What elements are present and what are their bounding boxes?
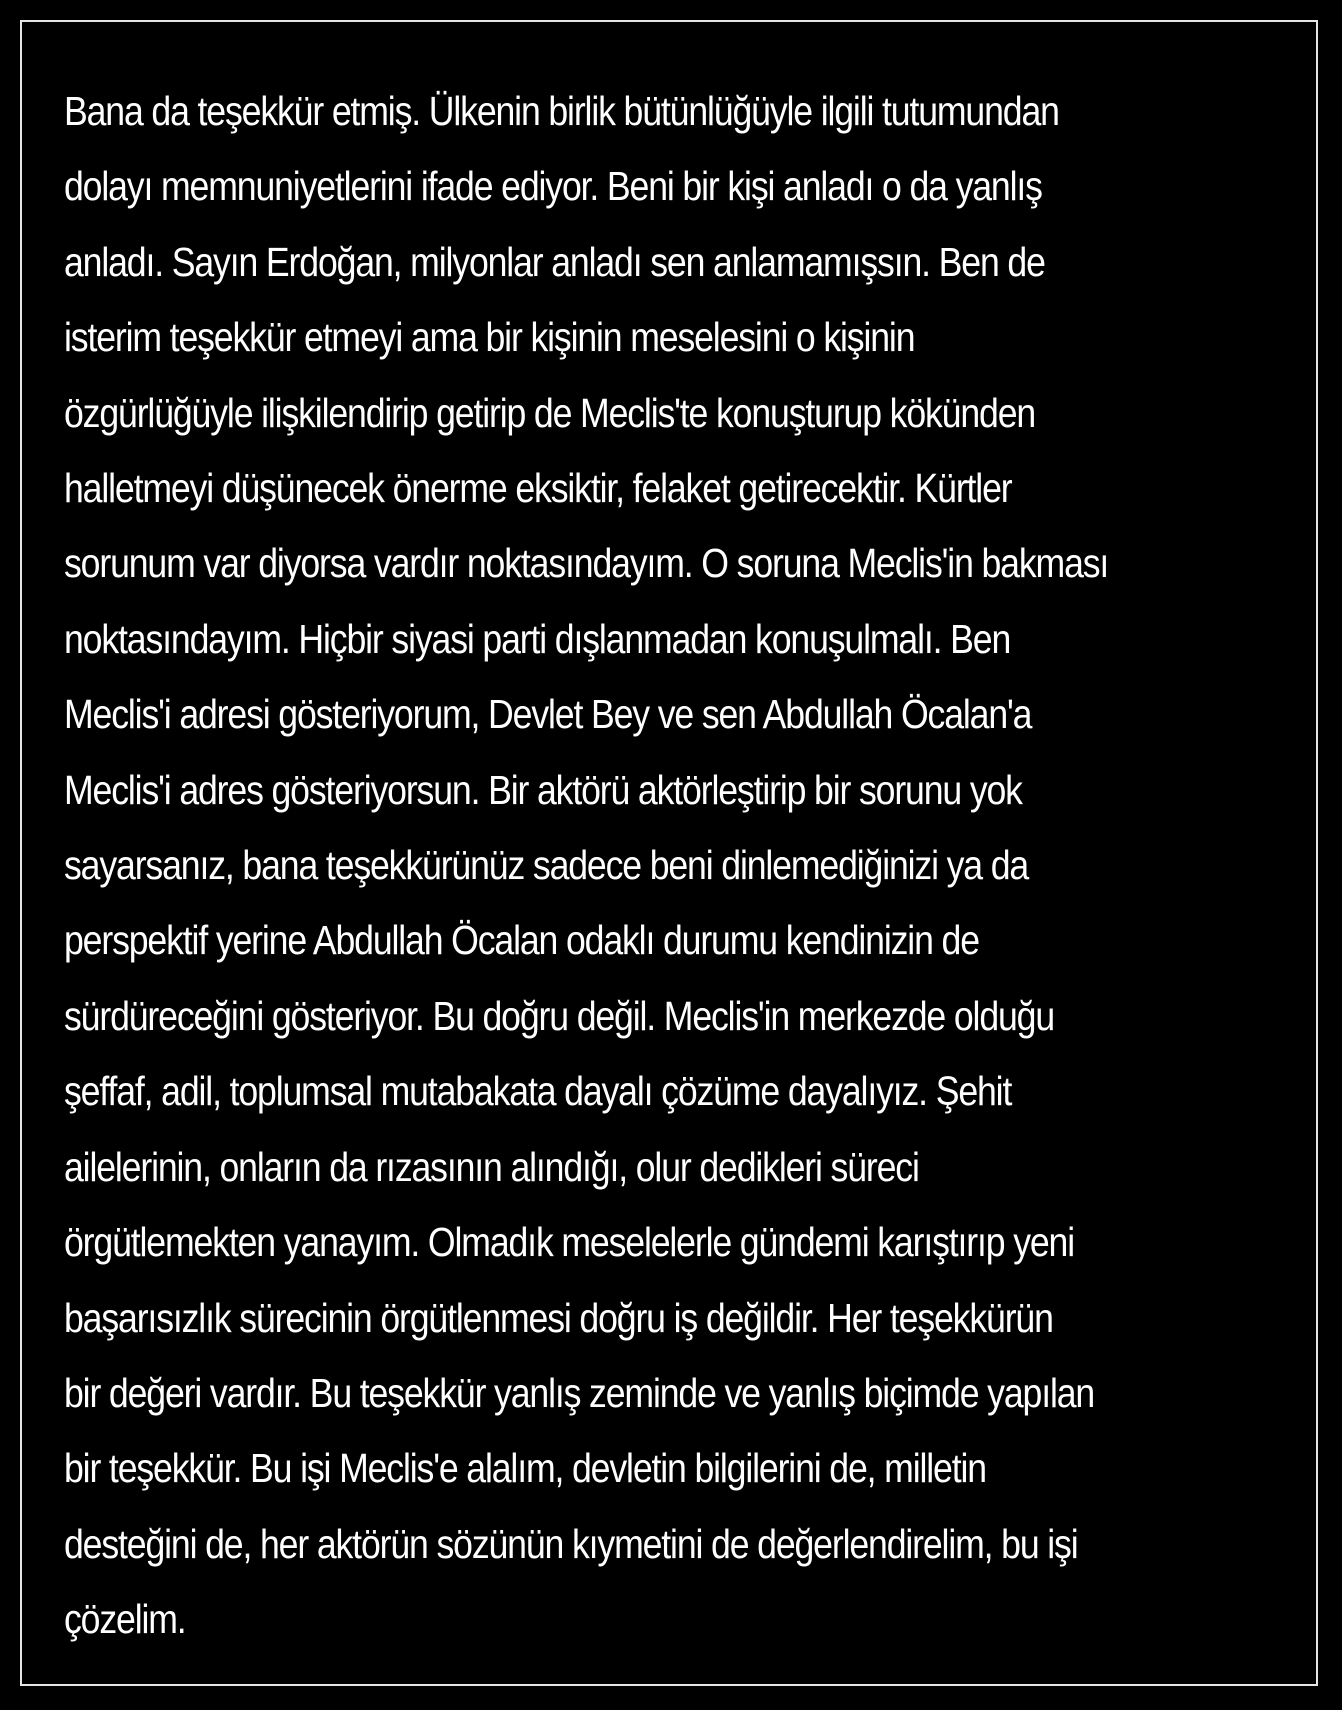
quote-line: sayarsanız, bana teşekkürünüz sadece beni dinlemediğinizi ya da: [64, 842, 1029, 889]
quote-line: halletmeyi düşünecek önerme eksiktir, felaket getirecektir. Kürtler: [64, 465, 1012, 512]
quote-line: noktasındayım. Hiçbir siyasi parti dışlanmadan konuşulmalı. Ben: [64, 615, 1011, 662]
quote-line: anladı. Sayın Erdoğan, milyonlar anladı sen anlamamışsın. Ben de: [64, 238, 1045, 285]
quote-line: sorunum var diyorsa vardır noktasındayım. O soruna Meclis'in bakması: [64, 540, 1109, 587]
quote-line: şeffaf, adil, toplumsal mutabakata dayalı çözüme dayalıyız. Şehit: [64, 1068, 1012, 1115]
quote-text: [64, 74, 1146, 1658]
quote-line: dolayı memnuniyetlerini ifade ediyor. Beni bir kişi anladı o da yanlış: [64, 163, 1042, 210]
quote-line: sürdüreceğini gösteriyor. Bu doğru değil. Meclis'in merkezde olduğu: [64, 992, 1055, 1039]
quote-line: örgütlemekten yanayım. Olmadık meselelerle gündemi karıştırıp yeni: [64, 1219, 1075, 1266]
quote-line: çözelim.: [64, 1596, 186, 1643]
quote-line: perspektif yerine Abdullah Öcalan odaklı durumu kendinizin de: [64, 917, 979, 964]
quote-line: bir değeri vardır. Bu teşekkür yanlış zeminde ve yanlış biçimde yapılan: [64, 1369, 1095, 1416]
quote-line: Bana da teşekkür etmiş. Ülkenin birlik bütünlüğüyle ilgili tutumundan: [64, 88, 1059, 134]
quote-line: Meclis'i adres gösteriyorsun. Bir aktörü aktörleştirip bir sorunu yok: [64, 766, 1022, 813]
quote-line: ailelerinin, onların da rızasının alındığı, olur dedikleri süreci: [64, 1143, 919, 1190]
quote-line: bir teşekkür. Bu işi Meclis'e alalım, devletin bilgilerini de, milletin: [64, 1445, 986, 1492]
quote-line: desteğini de, her aktörün sözünün kıymetini de değerlendirelim, bu işi: [64, 1520, 1078, 1567]
quote-frame: [20, 20, 1318, 1686]
quote-line: başarısızlık sürecinin örgütlenmesi doğru iş değildir. Her teşekkürün: [64, 1294, 1053, 1341]
quote-line: isterim teşekkür etmeyi ama bir kişinin meselesini o kişinin: [64, 314, 915, 361]
quote-line: özgürlüğüyle ilişkilendirip getirip de Meclis'te konuşturup kökünden: [64, 389, 1036, 436]
quote-line: Meclis'i adresi gösteriyorum, Devlet Bey ve sen Abdullah Öcalan'a: [64, 691, 1032, 738]
